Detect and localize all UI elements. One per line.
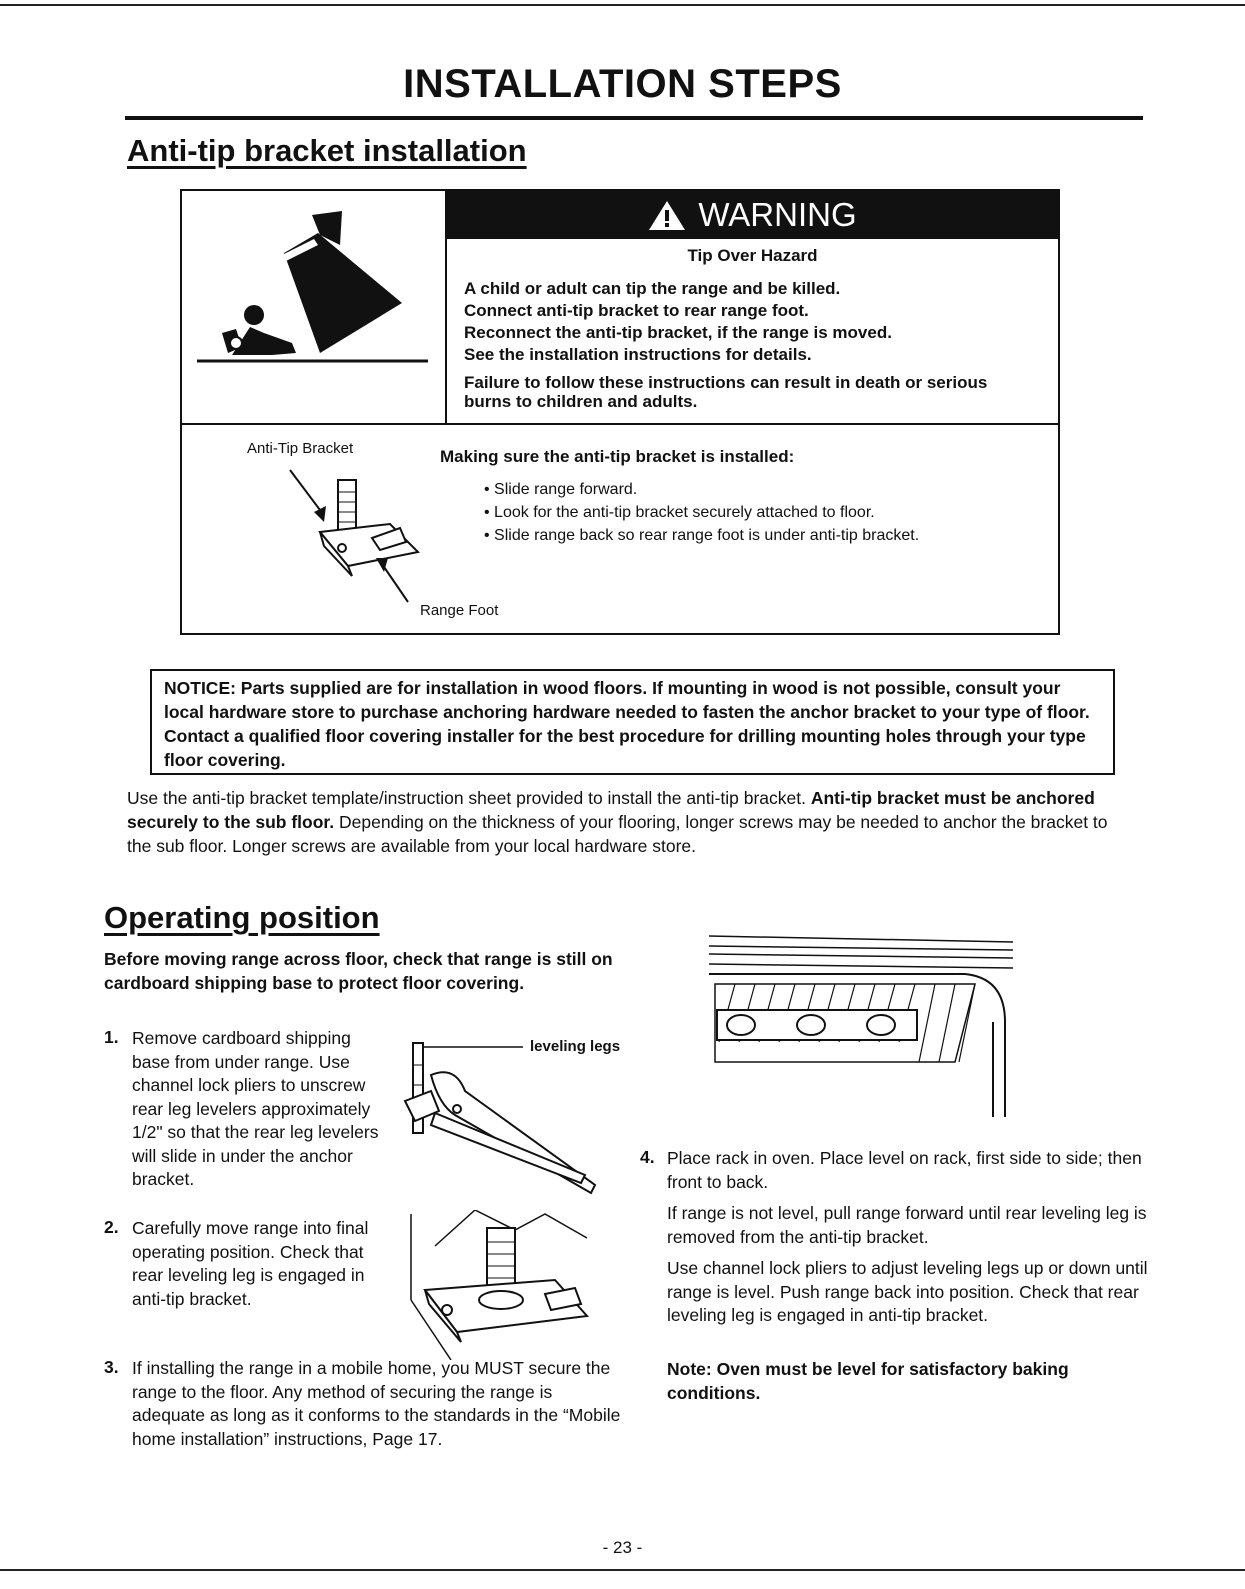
- warning-label: WARNING: [698, 196, 857, 233]
- leveling-legs-label: leveling legs: [530, 1038, 621, 1055]
- page-title: INSTALLATION STEPS: [403, 62, 842, 106]
- title-rule: [125, 116, 1143, 120]
- body-rest: Depending on the thickness of your flooring, longer screws may be needed to anchor the bracket to the sub floor. Longer screws are available from your local hardware store.: [127, 812, 1108, 856]
- step-number: 1.: [104, 1027, 119, 1047]
- bottom-rule: [0, 1569, 1245, 1571]
- body-bold: Anti-tip bracket must be anchored securely to the sub floor.: [127, 788, 1095, 832]
- notice-box: NOTICE: Parts supplied are for installation in wood floors. If mounting in wood is not possible, consult your local hardware store to purchase anchoring hardware needed to fasten the anchor bracket to your type of floor. Contact a qualified floor covering installer for the best procedure for drilling mounting holes through your type floor covering.: [150, 669, 1115, 775]
- warning-line: Reconnect the anti-tip bracket, if the range is moved.: [464, 323, 892, 342]
- step-number: 2.: [104, 1217, 119, 1237]
- level-note: Note: Oven must be level for satisfactory baking conditions.: [667, 1359, 1069, 1403]
- operating-intro: Before moving range across floor, check that range is still on cardboard shipping base to protect floor covering.: [104, 949, 613, 993]
- check-item: • Look for the anti-tip bracket securely attached to floor.: [484, 501, 1044, 524]
- step-number: 3.: [104, 1357, 119, 1377]
- warning-divider-horizontal: [180, 423, 1060, 425]
- check-item: • Slide range forward.: [484, 478, 1044, 501]
- operating-heading: Operating position: [104, 900, 380, 935]
- anti-tip-heading: Anti-tip bracket installation: [127, 133, 527, 168]
- tip-over-illustration: [192, 205, 432, 365]
- pliers-illustration: [395, 1035, 605, 1200]
- top-rule: [0, 4, 1245, 6]
- page-number: - 23 -: [602, 1538, 643, 1557]
- warning-line: See the installation instructions for details.: [464, 345, 812, 364]
- check-heading: Making sure the anti-tip bracket is installed:: [440, 447, 795, 466]
- label-range-foot: Range Foot: [420, 602, 499, 619]
- step-text: Remove cardboard shipping base from under range. Use channel lock pliers to unscrew rear leg levelers approximately 1/2" so that the rear leg levelers will slide in under the anchor bracket.: [132, 1028, 379, 1189]
- anti-tip-body: [127, 786, 1122, 858]
- bracket-illustration: [280, 462, 440, 612]
- step-number: 4.: [640, 1147, 655, 1167]
- step4-paragraph: Use channel lock pliers to adjust leveling legs up or down until range is level. Push range back into position. Check that rear leveling leg is engaged in anti-tip bracket.: [667, 1258, 1148, 1325]
- warning-banner: [447, 191, 1058, 239]
- oven-level-illustration: [705, 922, 1020, 1120]
- body-intro: Use the anti-tip bracket template/instruction sheet provided to install the anti-tip bracket.: [127, 788, 806, 808]
- check-list: [484, 478, 1044, 547]
- warning-line: A child or adult can tip the range and be killed.: [464, 279, 841, 298]
- step-text: Carefully move range into final operating position. Check that rear leveling leg is engaged in anti-tip bracket.: [132, 1218, 369, 1309]
- step-text: If installing the range in a mobile home, you MUST secure the range to the floor. Any method of securing the range is adequate as long as it conforms to the standards in the “Mobile home installation” instructions, Page 17.: [132, 1358, 621, 1449]
- warning-line: Connect anti-tip bracket to rear range foot.: [464, 301, 809, 320]
- warning-subtitle: Tip Over Hazard: [687, 246, 818, 265]
- leg-in-bracket-illustration: [405, 1210, 595, 1360]
- check-item: • Slide range back so rear range foot is under anti-tip bracket.: [484, 524, 1044, 547]
- warning-triangle-icon: [648, 199, 686, 231]
- label-anti-tip-bracket: Anti-Tip Bracket: [247, 440, 354, 457]
- warning-consequence: Failure to follow these instructions can result in death or serious burns to children and adults.: [464, 373, 988, 411]
- warning-lines: [464, 278, 1054, 366]
- step4-paragraph: If range is not level, pull range forward until rear leveling leg is removed from the anti-tip bracket.: [667, 1203, 1147, 1247]
- step-text: Place rack in oven. Place level on rack, first side to side; then front to back.: [667, 1148, 1142, 1192]
